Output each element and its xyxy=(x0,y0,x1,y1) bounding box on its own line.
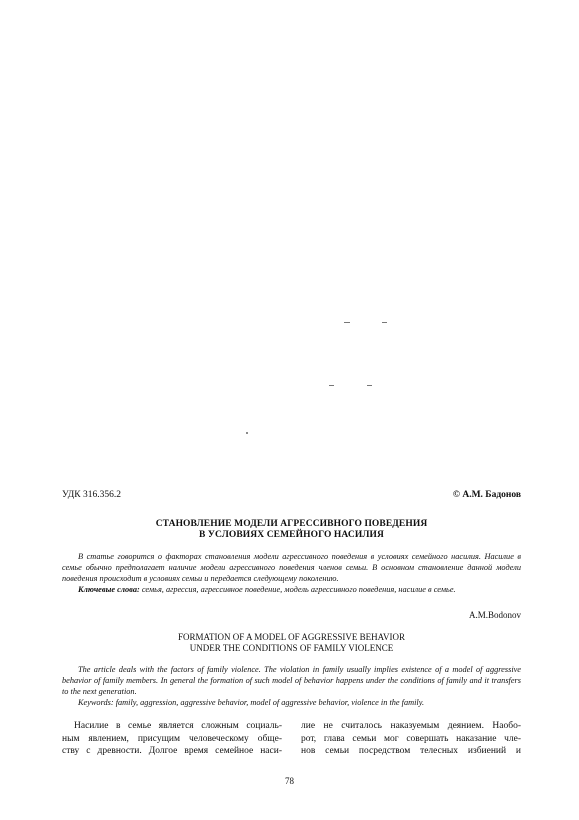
title-ru-line-1: СТАНОВЛЕНИЕ МОДЕЛИ АГРЕССИВНОГО ПОВЕДЕНИЯ xyxy=(155,519,428,529)
keywords-en: Keywords: family, aggression, aggressive behavior, model of aggressive behavior, violence in the family. xyxy=(78,698,425,707)
body-left-line: ным явлением, присущим человеческому обще- xyxy=(62,733,282,744)
body-column-left xyxy=(62,720,282,758)
scan-artifact-dash xyxy=(344,322,350,323)
title-en-line-1: FORMATION OF A MODEL OF AGGRESSIVE BEHAVIOR xyxy=(177,632,406,642)
keywords-ru-label: Ключевые слова: xyxy=(78,585,140,594)
abstract-en xyxy=(62,664,521,708)
abstract-ru xyxy=(62,551,521,595)
title-en-line-2: UNDER THE CONDITIONS OF FAMILY VIOLENCE xyxy=(189,643,394,653)
page-number: 78 xyxy=(285,776,294,786)
title-ru-line-2: В УСЛОВИЯХ СЕМЕЙНОГО НАСИЛИЯ xyxy=(199,530,384,540)
author-name-en: A.M.Bodonov xyxy=(468,610,521,620)
scan-artifact-dash xyxy=(367,385,372,386)
keywords-ru xyxy=(62,584,521,595)
abstract-en-text: The article deals with the factors of family violence. The violation in family usually implies existence of a model of aggressive behavior of family members. In general the formation of such model of behavior happens under the conditions of family and it transfers to the next generation. xyxy=(62,665,521,696)
body-column-right xyxy=(301,720,521,758)
article-title-en xyxy=(62,632,521,654)
scan-artifact-dash xyxy=(382,322,387,323)
body-right-line: нов семьи посредством телесных избиений и xyxy=(301,746,521,756)
udk-code: УДК 316.356.2 xyxy=(62,490,121,500)
body-left-line: ству с древности. Долгое время семейное наси- xyxy=(62,746,282,756)
scan-artifact-dash xyxy=(329,385,334,386)
keywords-ru-list: семья, агрессия, агрессивное поведение, модель агрессивного поведения, насилие в семье. xyxy=(139,585,456,594)
body-right-line: лие не считалось наказуемым деянием. Наобо- xyxy=(301,721,521,731)
author-copyright: © А.М. Бадонов xyxy=(452,490,521,500)
body-right-line: рот, глава семьи мог совершать наказание чле- xyxy=(301,733,521,744)
scan-artifact-dot xyxy=(246,432,248,434)
body-left-line: Насилие в семье является сложным социаль- xyxy=(74,721,282,731)
article-title-ru xyxy=(62,519,521,541)
abstract-ru-text: В статье говорится о факторах становления модели агрессивного поведения в условиях семейного насилия. Насилие в семье обычно предполагает наличие модели агрессивного поведения членов семьи. В основном становление данной модели поведения происходит в условиях семьи и передается следующему поколению. xyxy=(62,552,521,583)
